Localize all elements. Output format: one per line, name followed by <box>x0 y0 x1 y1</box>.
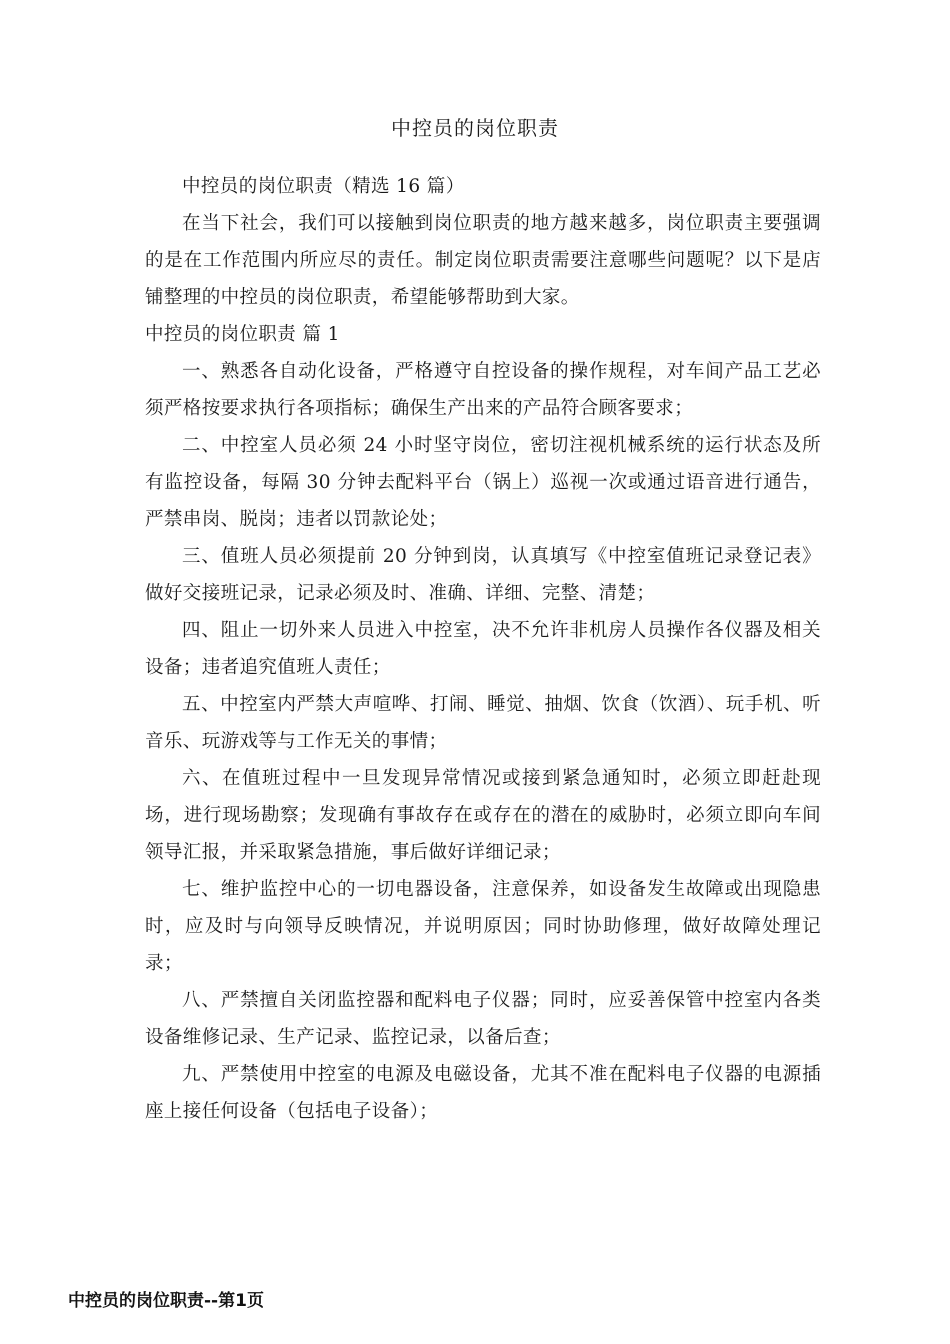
section-heading: 中控员的岗位职责 篇 1 <box>145 324 340 345</box>
duty-item-2: 二、中控室人员必须 24 小时坚守岗位，密切注视机械系统的运行状态及所有监控设备，每隔 30 分钟去配料平台（锅上）巡视一次或通过语音进行通告，严禁串岗、脱岗；违者以罚款论处； <box>145 435 821 530</box>
duty-item-3: 三、值班人员必须提前 20 分钟到岗，认真填写《中控室值班记录登记表》做好交接班记录，记录必须及时、准确、详细、完整、清楚； <box>145 546 821 604</box>
intro-paragraph: 在当下社会，我们可以接触到岗位职责的地方越来越多，岗位职责主要强调的是在工作范围内所应尽的责任。制定岗位职责需要注意哪些问题呢？以下是店铺整理的中控员的岗位职责，希望能够帮助到大家。 <box>145 213 821 308</box>
document-body <box>145 168 821 1130</box>
duty-item-1: 一、熟悉各自动化设备，严格遵守自控设备的操作规程，对车间产品工艺必须严格按要求执行各项指标；确保生产出来的产品符合顾客要求； <box>145 361 821 419</box>
document-subtitle: 中控员的岗位职责（精选 16 篇） <box>182 176 465 197</box>
document-title: 中控员的岗位职责 <box>391 116 559 140</box>
duty-item-5: 五、中控室内严禁大声喧哗、打闹、睡觉、抽烟、饮食（饮酒）、玩手机、听音乐、玩游戏等与工作无关的事情； <box>145 694 821 752</box>
page-footer: 中控员的岗位职责--第1页 <box>68 1291 264 1311</box>
duty-item-4: 四、阻止一切外来人员进入中控室，决不允许非机房人员操作各仪器及相关设备；违者追究值班人责任； <box>145 620 821 678</box>
duty-item-8: 八、严禁擅自关闭监控器和配料电子仪器；同时，应妥善保管中控室内各类设备维修记录、生产记录、监控记录，以备后查； <box>145 990 821 1048</box>
duty-item-9: 九、严禁使用中控室的电源及电磁设备，尤其不准在配料电子仪器的电源插座上接任何设备（包括电子设备）； <box>145 1064 821 1122</box>
duty-item-7: 七、维护监控中心的一切电器设备，注意保养，如设备发生故障或出现隐患时，应及时与向领导反映情况，并说明原因；同时协助修理，做好故障处理记录； <box>145 879 821 974</box>
duty-item-6: 六、在值班过程中一旦发现异常情况或接到紧急通知时，必须立即赶赴现场，进行现场勘察；发现确有事故存在或存在的潜在的威胁时，必须立即向车间领导汇报，并采取紧急措施，事后做好详细记录； <box>145 768 821 863</box>
